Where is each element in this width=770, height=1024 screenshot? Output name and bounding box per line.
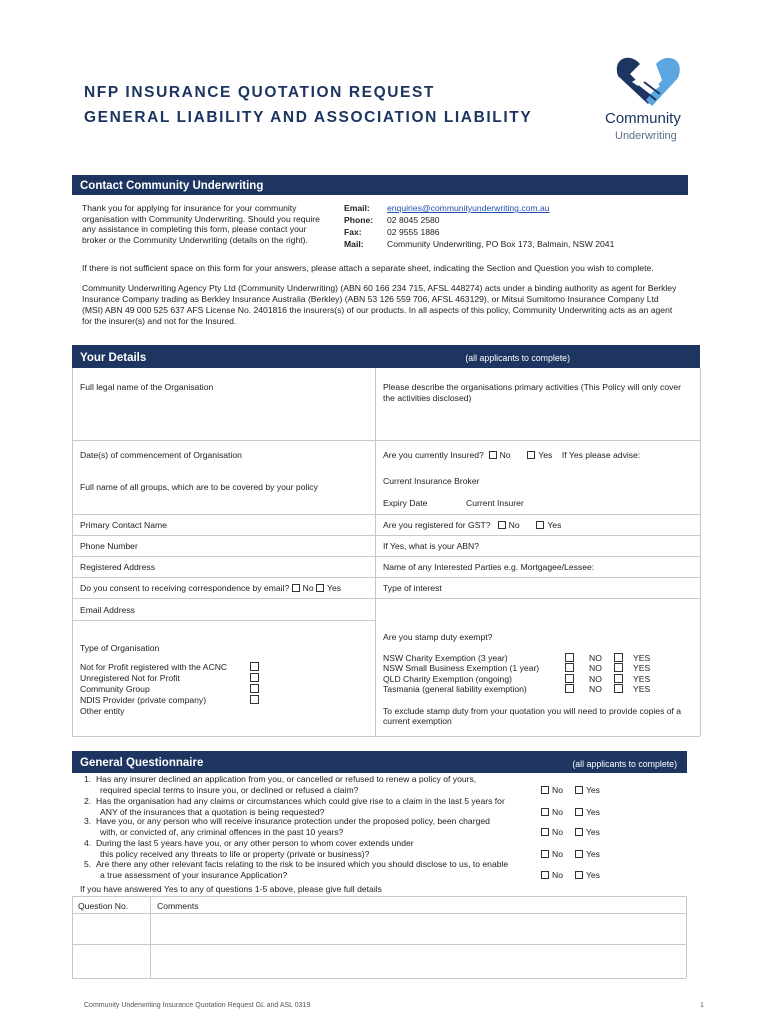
phone-label: Phone: [344, 215, 374, 225]
insured-yes-label: Yes [538, 450, 553, 460]
row-line [72, 598, 700, 599]
consent-email-row [80, 583, 341, 594]
agency-line: (MSI) ABN 49 000 525 637 AFS License No. 2401816 the insurers(s) of our products. In all aspects of this policy, Community Underwriting acts as an agent [82, 305, 673, 315]
question-text: Has any insurer declined an application from you, or cancelled or refused to renew a policy of yours, [95, 774, 477, 784]
details-divider [375, 368, 376, 736]
q4-yes-checkbox[interactable] [575, 850, 583, 858]
logo-sub: Underwriting [615, 130, 677, 142]
question-3 [84, 816, 490, 827]
contact-intro-line: Thank you for applying for insurance for your community [82, 203, 297, 213]
form-title-line-2: GENERAL LIABILITY AND ASSOCIATION LIABILITY [84, 109, 533, 126]
phone-value: 02 8045 2580 [387, 215, 440, 225]
exemption-yes-label: YES [633, 684, 651, 694]
phone-number-label: Phone Number [80, 541, 138, 551]
question-number: 3. [84, 816, 92, 826]
gst-no-checkbox[interactable] [498, 521, 506, 529]
email-label: Email: [344, 203, 370, 213]
question-text: Are there any other relevant facts relating to the risk to be insured which you should disclose to us, to enable [95, 859, 509, 869]
q1-no-label: No [552, 785, 563, 795]
contact-bar [72, 175, 688, 195]
q4-yes-label: Yes [585, 849, 600, 859]
consent-email-label: Do you consent to receiving correspondence by email? [80, 583, 290, 593]
q5-no-checkbox[interactable] [541, 871, 549, 879]
comments-field[interactable] [151, 914, 685, 943]
exemption-no-checkbox[interactable] [565, 653, 574, 662]
row-line [72, 535, 700, 536]
question-5-cont: a true assessment of your insurance Application? [100, 870, 288, 880]
question-no-field[interactable] [73, 914, 149, 943]
row-line [72, 577, 700, 578]
contact-intro-line: organisation with Community Underwriting. Should you require [82, 213, 320, 224]
question-text: Has the organisation had any claims or circumstances which could give rise to a claim in the last 5 years for [95, 796, 505, 806]
exemption-yes-checkbox[interactable] [614, 684, 623, 693]
question-4 [84, 838, 414, 849]
details-border-left [72, 368, 73, 736]
commencement-label: Date(s) of commencement of Organisation [80, 450, 242, 460]
q4-answer [541, 849, 600, 860]
org-type-option: Other entity [80, 706, 125, 716]
gst-row [383, 520, 561, 531]
insured-no-label: No [499, 450, 511, 460]
question-text: During the last 5 years have you, or any other person to whom cover extends under [95, 838, 414, 848]
q4-no-label: No [552, 849, 563, 859]
question-1-cont: required special terms to insure you, or declined or refused a claim? [100, 785, 359, 795]
q1-yes-label: Yes [585, 785, 600, 795]
exemption-no-checkbox[interactable] [565, 663, 574, 672]
exclude-note: To exclude stamp duty from your quotation you will need to provide copies of a [383, 706, 682, 716]
exemption-option: Tasmania (general liability exemption) [383, 684, 527, 694]
gst-label: Are you registered for GST? [383, 520, 491, 530]
comments-header: Comments [157, 901, 199, 911]
org-type-checkbox[interactable] [250, 684, 259, 693]
stamp-duty-label: Are you stamp duty exempt? [383, 632, 493, 642]
q5-no-label: No [552, 870, 563, 880]
comments-field[interactable] [151, 945, 685, 977]
row-line [72, 620, 375, 621]
expiry-date-label: Expiry Date [383, 498, 428, 508]
exemption-option: NSW Charity Exemption (3 year) [383, 653, 508, 663]
org-type-option: Not for Profit registered with the ACNC [80, 662, 228, 672]
heart-handshake-logo-icon [600, 52, 710, 112]
gst-yes-checkbox[interactable] [536, 521, 544, 529]
form-title-line-1: NFP INSURANCE QUOTATION REQUEST [84, 84, 436, 101]
q1-answer [541, 785, 600, 796]
exemption-no-checkbox[interactable] [565, 684, 574, 693]
consent-yes-label: Yes [327, 583, 342, 593]
q2-answer [541, 807, 600, 818]
q2-no-label: No [552, 807, 563, 817]
agency-line: for the insurer(s) and not for the Insured. [82, 316, 237, 326]
table-border-right [686, 896, 687, 978]
row-line [72, 514, 700, 515]
question-number: 2. [84, 796, 92, 806]
q5-yes-checkbox[interactable] [575, 871, 583, 879]
q4-no-checkbox[interactable] [541, 850, 549, 858]
your-details-bar [72, 345, 700, 368]
your-details-note: (all applicants to complete) [465, 353, 570, 363]
gst-yes-label: Yes [547, 520, 562, 530]
q5-yes-label: Yes [585, 870, 600, 880]
question-2 [84, 796, 505, 807]
if-yes-advise-label: If Yes please advise: [561, 450, 641, 460]
q1-no-checkbox[interactable] [541, 786, 549, 794]
question-5 [84, 859, 508, 870]
consent-no-label: No [302, 583, 314, 593]
exemption-option: NSW Small Business Exemption (1 year) [383, 663, 540, 673]
type-of-org-label: Type of Organisation [80, 643, 160, 653]
exemption-yes-checkbox[interactable] [614, 674, 623, 683]
agency-line: Insurance Company trading as Berkley Insurance Australia (Berkley) (ABN 53 126 559 706, AFSL 463129), or Mitsui Sumitomo Insurance Company Ltd [82, 294, 659, 304]
exemption-no-label: NO [589, 684, 602, 694]
exemption-no-label: NO [589, 653, 602, 663]
exemption-yes-label: YES [633, 653, 651, 663]
exemption-yes-checkbox[interactable] [614, 663, 623, 672]
footer-doc-name: Community Underwriting Insurance Quotation Request GL and ASL 0319 [84, 1002, 311, 1009]
questionnaire-note: (all applicants to complete) [572, 759, 677, 769]
exemption-no-label: NO [589, 663, 602, 673]
exemption-option: QLD Charity Exemption (ongoing) [383, 674, 512, 684]
q3-no-checkbox[interactable] [541, 828, 549, 836]
q3-answer [541, 827, 600, 838]
email-address-label: Email Address [80, 605, 135, 615]
interested-parties-label: Name of any Interested Parties e.g. Mortgagee/Lessee: [383, 562, 595, 572]
email-link[interactable]: enquiries@communityunderwriting.com.au [387, 203, 550, 213]
question-2-cont: ANY of the insurances that a quotation is being requested? [100, 807, 325, 817]
question-no-header: Question No. [78, 901, 129, 911]
question-text: Have you, or any person who will receive insurance protection under the proposed policy, been charged [95, 816, 490, 826]
questionnaire-title: General Questionnaire [80, 757, 204, 769]
page-number: 1 [700, 1002, 704, 1009]
exemption-no-checkbox[interactable] [565, 674, 574, 683]
question-number: 5. [84, 859, 92, 869]
question-3-cont: with, or convicted of, any criminal offences in the past 10 years? [100, 827, 344, 837]
contact-intro-line: broker or the Community Underwriting (details on the right). [82, 235, 308, 246]
groups-name-label: Full name of all groups, which are to be covered by your policy [80, 482, 318, 492]
exemption-yes-label: YES [633, 674, 651, 684]
consent-yes-checkbox[interactable] [316, 584, 324, 592]
question-1 [84, 774, 476, 785]
gst-no-label: No [508, 520, 520, 530]
contact-bar-title: Contact Community Underwriting [80, 180, 264, 192]
org-type-checkbox[interactable] [250, 673, 259, 682]
q3-yes-checkbox[interactable] [575, 828, 583, 836]
exemption-yes-checkbox[interactable] [614, 653, 623, 662]
table-top-line [72, 896, 686, 897]
community-underwriting-logo [600, 52, 710, 148]
primary-activities-label: Please describe the organisations primary activities (This Policy will only cover [383, 382, 682, 392]
fax-value: 02 9555 1886 [387, 227, 440, 237]
row-line [72, 736, 700, 737]
mail-label: Mail: [344, 239, 364, 249]
org-type-checkbox[interactable] [250, 662, 259, 671]
org-type-option: Unregistered Not for Profit [80, 673, 180, 683]
primary-contact-label: Primary Contact Name [80, 520, 167, 530]
currently-insured-label: Are you currently Insured? [383, 450, 484, 460]
row-line [72, 556, 700, 557]
consent-no-checkbox[interactable] [292, 584, 300, 592]
agency-line: Community Underwriting Agency Pty Ltd (Community Underwriting) (ABN 60 166 234 715, AFSL 448274) acts under a binding authority as agent for Berkley [82, 283, 677, 293]
logo-name: Community [605, 110, 681, 127]
fax-label: Fax: [344, 227, 362, 237]
org-type-option: Community Group [80, 684, 150, 694]
q2-yes-checkbox[interactable] [575, 808, 583, 816]
registered-address-label: Registered Address [80, 562, 155, 572]
q2-no-checkbox[interactable] [541, 808, 549, 816]
contact-intro-line: any assistance in completing this form, please contact your [82, 224, 307, 235]
full-legal-name-label: Full legal name of the Organisation [80, 382, 214, 392]
question-number: 4. [84, 838, 92, 848]
exclude-note-2: current exemption [383, 716, 452, 726]
q3-yes-label: Yes [585, 827, 600, 837]
row-line [72, 440, 700, 441]
exemption-no-label: NO [589, 674, 602, 684]
abn-label: If Yes, what is your ABN? [383, 541, 480, 551]
questionnaire-bar [72, 751, 687, 773]
q5-answer [541, 870, 600, 881]
q2-yes-label: Yes [585, 807, 600, 817]
q1-yes-checkbox[interactable] [575, 786, 583, 794]
table-bottom-line [72, 978, 686, 979]
primary-activities-label-2: the activities disclosed) [383, 393, 472, 403]
question-4-cont: this policy received any threats to life or property (private or business)? [100, 849, 370, 859]
q3-no-label: No [552, 827, 563, 837]
type-of-interest-label: Type of interest [383, 583, 442, 593]
details-border-right [700, 368, 701, 736]
exemption-yes-label: YES [633, 663, 651, 673]
current-broker-label: Current Insurance Broker [383, 476, 480, 486]
question-no-field[interactable] [73, 945, 149, 977]
insured-no-checkbox[interactable] [489, 451, 497, 459]
mail-value: Community Underwriting, PO Box 173, Balmain, NSW 2041 [387, 239, 615, 249]
details-note: If you have answered Yes to any of questions 1-5 above, please give full details [80, 884, 382, 894]
space-note: If there is not sufficient space on this form for your answers, please attach a separate sheet, indicating the Section and Question you wish to complete. [82, 263, 654, 273]
your-details-title: Your Details [80, 352, 147, 364]
org-type-option: NDIS Provider (private company) [80, 695, 207, 705]
currently-insured-row [383, 450, 640, 461]
org-type-checkbox[interactable] [250, 695, 259, 704]
current-insurer-label: Current Insurer [466, 498, 524, 508]
contact-intro [82, 203, 332, 246]
question-number: 1. [84, 774, 92, 784]
insured-yes-checkbox[interactable] [527, 451, 535, 459]
